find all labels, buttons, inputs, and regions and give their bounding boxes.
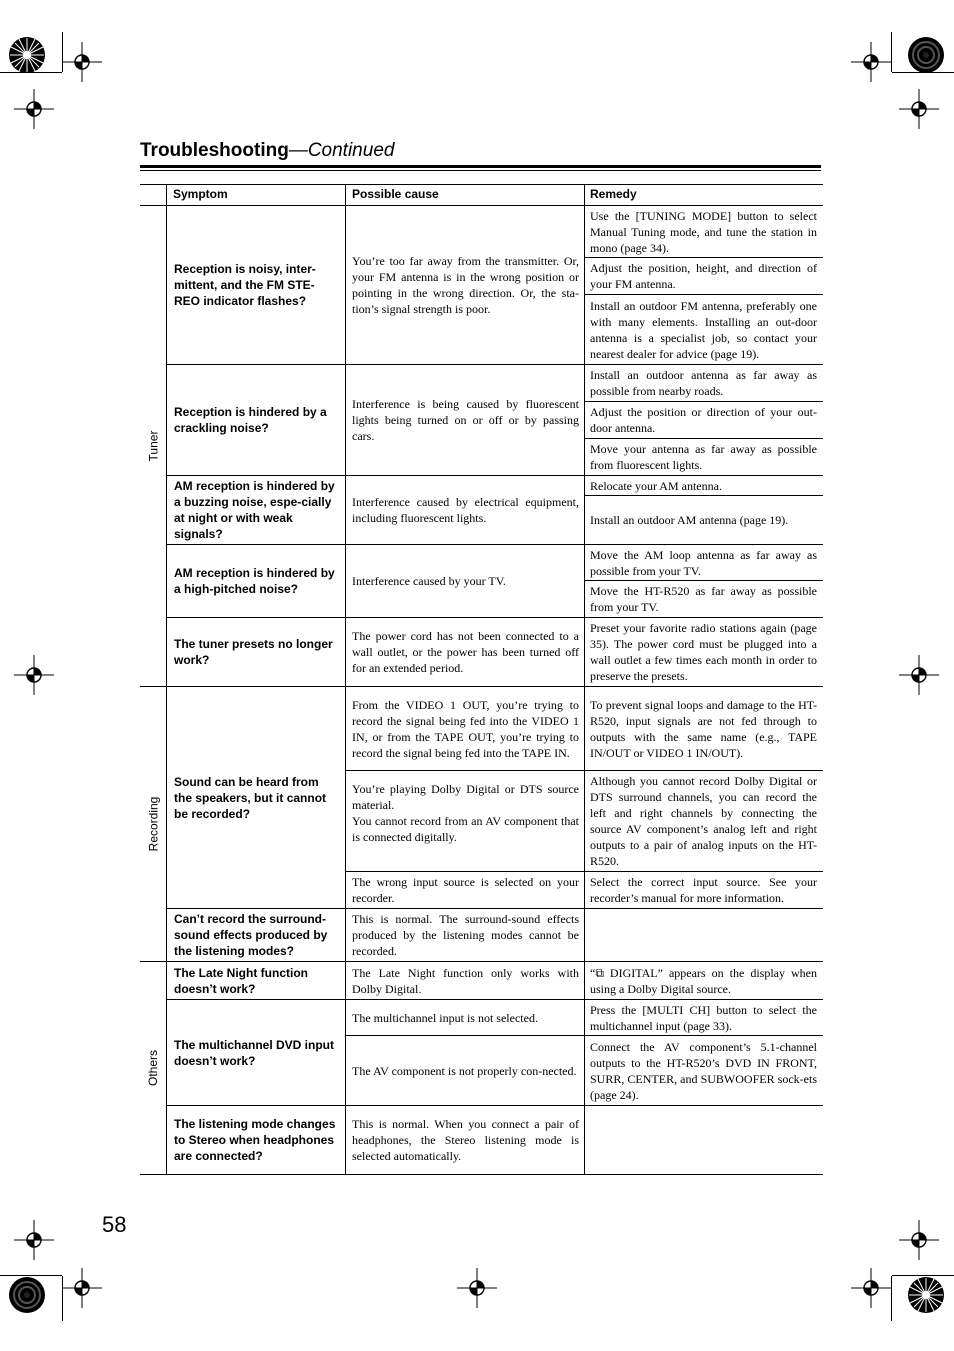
cause-cell: The wrong input source is selected on your recorder. (352, 875, 579, 905)
remedy-cell: Press the [MULTI CH] button to select the multichannel input (page 33). (590, 1002, 817, 1033)
cause-cell: The multichannel input is not selected. (352, 1010, 538, 1025)
remedy-cell: Install an outdoor FM antenna, preferably one with many elements. Installing an out-door antenna is a specialist job, so contact your nearest dealer for advice (page 19). (590, 298, 817, 361)
cause-cell: This is normal. When you connect a pair of headphones, the Stereo listening mode is selected automatically. (352, 1117, 579, 1163)
crosshair-icon (14, 89, 54, 129)
registration-dial-icon (8, 1276, 46, 1314)
category-tuner: Tuner (146, 430, 160, 462)
cause-cell: You’re playing Dolby Digital or DTS source material. You cannot record from an AV component that is connected digitally. (352, 782, 579, 844)
trim-line (892, 1275, 954, 1276)
symptom-cell: AM reception is hindered by a buzzing noise, espe-cially at night or with weak signals? (174, 479, 335, 541)
table-vline (166, 184, 167, 1175)
remedy-cell: To prevent signal loops and damage to the HT-R520, input signals are not fed through to outputs with the same name (e.g., TAPE IN/OUT or VIDEO 1 IN/OUT). (590, 697, 817, 760)
cause-cell: Interference is being caused by fluorescent lights being turned on or off or by passing cars. (352, 397, 579, 443)
cause-cell: The Late Night function only works with Dolby Digital. (352, 965, 579, 996)
remedy-cell: Select the correct input source. See your recorder’s manual for more information. (590, 875, 817, 905)
symptom-cell: The Late Night function doesn’t work? (174, 965, 308, 996)
cause-cell: This is normal. The surround-sound effects produced by the listening modes cannot be recorded. (352, 912, 579, 958)
symptom-cell: The multichannel DVD input doesn’t work? (174, 1037, 335, 1068)
trim-line (62, 32, 63, 72)
crosshair-icon (899, 89, 939, 129)
remedy-cell: Move the HT-R520 as far away as possible from your TV. (590, 584, 817, 614)
symptom-cell: The listening mode changes to Stereo when headphones are connected? (174, 1117, 336, 1163)
crosshair-icon (457, 1268, 497, 1308)
symptom-cell: Can’t record the surround-sound effects produced by the listening modes? (174, 912, 328, 958)
remedy-cell: Install an outdoor antenna as far away as possible from nearby roads. (590, 368, 817, 398)
cause-cell: The power cord has not been connected to a wall outlet, or the power has been turned off for an extended period. (352, 629, 579, 675)
header-rule-thin (140, 170, 821, 171)
remedy-cell: Although you cannot record Dolby Digital or DTS surround channels, you can record the left and right channels by connecting the source AV component’s analog left and right outputs to a pair of analog inputs on the HT-R520. (590, 774, 817, 868)
trim-line (62, 1276, 63, 1321)
page-title-continued: —Continued (288, 140, 395, 161)
remedy-cell: Use the [TUNING MODE] button to select Manual Tuning mode, and tune the station in mono (page 34). (590, 208, 817, 255)
table-hline (140, 184, 823, 185)
crosshair-icon (14, 1220, 54, 1260)
registration-dial-icon (8, 36, 46, 74)
crosshair-icon (62, 1268, 102, 1308)
column-header-remedy: Remedy (590, 187, 637, 201)
remedy-cell: “⧉ DIGITAL” appears on the display when using a Dolby Digital source. (590, 965, 817, 996)
cause-cell: Interference caused by your TV. (352, 574, 506, 588)
cause-cell: From the VIDEO 1 OUT, you’re trying to record the signal being fed into the VIDEO 1 IN, or from the TAPE OUT, you’re trying to record the signal being fed into the TAPE IN. (352, 697, 579, 760)
crosshair-icon (851, 42, 891, 82)
registration-dial-icon (907, 1276, 945, 1314)
trim-line (892, 72, 954, 73)
symptom-cell: Sound can be heard from the speakers, but it cannot be recorded? (174, 774, 327, 821)
page-title (140, 140, 821, 162)
cause-cell: You’re too far away from the transmitter. Or, your FM antenna is in the wrong position or pointing in the wrong direction. Or, the sta-tion’s signal strength is poor. (352, 254, 579, 316)
crosshair-icon (899, 1220, 939, 1260)
trim-line (891, 1276, 892, 1321)
symptom-cell: Reception is hindered by a crackling noise? (174, 405, 327, 435)
category-recording: Recording (146, 796, 161, 852)
remedy-cell: Move your antenna as far away as possible from fluorescent lights. (590, 442, 817, 472)
cause-cell: The AV component is not properly con-nected. (352, 1063, 577, 1078)
remedy-cell: Move the AM loop antenna as far away as possible from your TV. (590, 547, 817, 578)
header-rule (140, 165, 821, 168)
remedy-cell: Preset your favorite radio stations again (page 35). The power cord must be plugged into a wall outlet a few times each month in order to preserve the presets. (590, 621, 817, 683)
cause-cell: Interference caused by electrical equipment, including fluorescent lights. (352, 495, 579, 525)
trim-line (0, 1275, 62, 1276)
remedy-cell: Relocate your AM antenna. (590, 478, 722, 493)
remedy-cell: Adjust the position, height, and direction of your FM antenna. (590, 261, 817, 291)
remedy-cell: Install an outdoor AM antenna (page 19). (590, 513, 789, 527)
troubleshooting-table (140, 184, 823, 1175)
registration-dial-icon (907, 36, 945, 74)
symptom-cell: AM reception is hindered by a high-pitched noise? (174, 566, 335, 596)
page-number: 58 (102, 1212, 127, 1237)
column-header-symptom: Symptom (173, 187, 228, 201)
page-title-main: Troubleshooting (140, 140, 289, 161)
trim-line (891, 32, 892, 72)
crosshair-icon (14, 655, 54, 695)
column-header-cause: Possible cause (352, 187, 439, 201)
remedy-cell: Adjust the position or direction of your out-door antenna. (590, 405, 817, 435)
crosshair-icon (62, 42, 102, 82)
trim-line (0, 72, 62, 73)
symptom-cell: The tuner presets no longer work? (174, 637, 333, 667)
crosshair-icon (899, 655, 939, 695)
category-others: Others (146, 1049, 161, 1087)
symptom-cell: Reception is noisy, inter-mittent, and the FM STE-REO indicator flashes? (174, 262, 316, 308)
table-hline (140, 1174, 823, 1175)
remedy-cell: Connect the AV component’s 5.1-channel outputs to the HT-R520’s DVD IN FRONT, SURR, CENTER, and SUBWOOFER sock-ets (page 24). (590, 1039, 817, 1102)
crosshair-icon (851, 1268, 891, 1308)
page-header (140, 140, 821, 162)
